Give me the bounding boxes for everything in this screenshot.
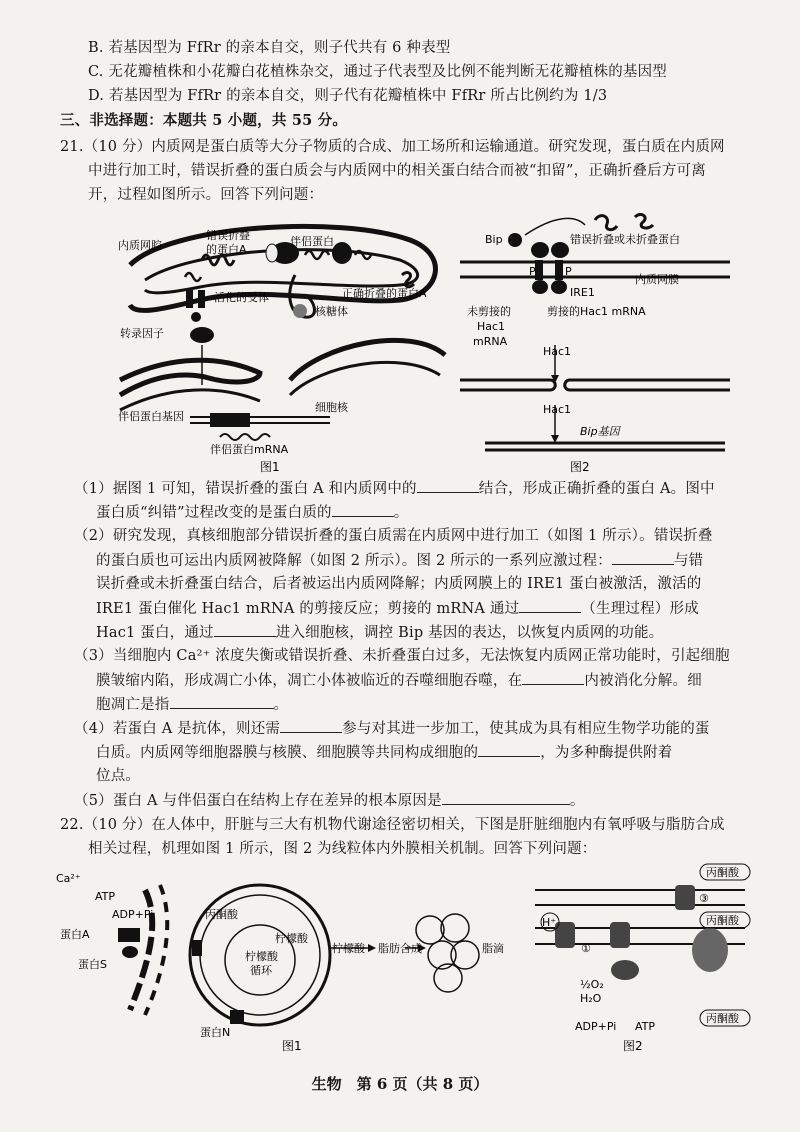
label-er-lumen: 内质网腔 <box>118 239 162 252</box>
label-chaperone: 伴侣蛋白 <box>290 235 334 248</box>
q21-sub2-line5: Hac1 蛋白，通过 进入细胞核，调控 Bip 基因的表达，以恢复内质网的功能。 <box>96 622 663 643</box>
label-cycle-1: 柠檬酸 <box>245 950 278 963</box>
q22-figure-2 <box>525 860 755 1055</box>
label-n3: ③ <box>699 892 709 905</box>
q22-fig1-caption: 图1 <box>282 1039 302 1053</box>
option-b: B. 若基因型为 FfRr 的亲本自交，则子代共有 6 种表型 <box>88 40 451 56</box>
label-ca: Ca²⁺ <box>56 872 81 885</box>
label-hac1-a: Hac1 <box>543 345 572 358</box>
section-header: 三、非选择题：本题共 5 小题，共 55 分。 <box>60 112 348 129</box>
answer-blank[interactable] <box>478 742 540 757</box>
label-h: H⁺ <box>542 916 557 929</box>
answer-blank[interactable] <box>522 670 584 685</box>
label-pyruvate: 丙酮酸 <box>205 908 238 921</box>
q21-sub4-line3: 位点。 <box>96 768 141 784</box>
label-protein-n: 蛋白N <box>200 1026 231 1039</box>
label-activated-receptor: 活化的受体 <box>214 291 269 304</box>
option-d: D. 若基因型为 FfRr 的亲本自交，则子代有花瓣植株中 FfRr 所占比例约为 1/3 <box>88 88 608 104</box>
label-protein-a: 的蛋白A <box>206 243 247 256</box>
label-hac1-b: Hac1 <box>543 403 572 416</box>
label-n1: ① <box>581 942 591 955</box>
label-cycle-2: 循环 <box>250 964 272 977</box>
q21-intro-2: 中进行加工时，错误折叠的蛋白质会与内质网中的相关蛋白结合而被“扣留”，正确折叠后方可离 <box>88 163 706 179</box>
answer-blank[interactable] <box>332 502 394 517</box>
label-p2: P <box>565 265 572 278</box>
label-pyruvate-mid: 丙酮酸 <box>706 914 739 927</box>
q21-sub3-line2: 膜皱缩内陷，形成凋亡小体，凋亡小体被临近的吞噬细胞吞噬，在 内被消化分解。细 <box>96 670 702 691</box>
label-chaperone-mrna: 伴侣蛋白mRNA <box>210 443 289 456</box>
q21-sub3-line3: 胞凋亡是指 。 <box>96 694 288 715</box>
answer-blank[interactable] <box>442 790 570 805</box>
q21-sub4-line2: 白质。内质网等细胞器膜与核膜、细胞膜等共同构成细胞的 ，为多种酶提供附着 <box>96 742 673 763</box>
q21-sub4-line1: （4）若蛋白 A 是抗体，则还需 参与对其进一步加工，使其成为具有相应生物学功能的蛋 <box>74 718 710 739</box>
answer-blank[interactable] <box>612 550 674 565</box>
label-fat-synthesis: 脂肪合成 <box>378 942 422 955</box>
label-pyruvate-bottom: 丙酮酸 <box>706 1012 739 1025</box>
label-transcription-factor: 转录因子 <box>120 327 164 340</box>
label-bip-gene: Bip基因 <box>580 425 620 438</box>
label-protein-s: 蛋白S <box>78 958 107 971</box>
q21-fig2-caption: 图2 <box>570 460 590 474</box>
label-atp: ATP <box>95 890 116 903</box>
answer-blank[interactable] <box>417 478 479 493</box>
label-lipid-droplet: 脂滴 <box>482 942 504 955</box>
q21-sub2-line4: IRE1 蛋白催化 Hac1 mRNA 的剪接反应；剪接的 mRNA 通过 （生理过程）形成 <box>96 598 699 619</box>
label-unspliced-3: mRNA <box>473 335 508 348</box>
label-chaperone-gene: 伴侣蛋白基因 <box>118 410 184 423</box>
label-ire1: IRE1 <box>570 286 595 299</box>
q21-figure-2 <box>455 205 740 475</box>
label-spliced: 剪接的Hac1 mRNA <box>547 305 646 318</box>
label-protein-a: 蛋白A <box>60 928 90 941</box>
label-er-membrane: 内质网膜 <box>635 273 679 286</box>
label-citrate-in: 柠檬酸 <box>275 932 308 945</box>
label-misfolded: 错误折叠 <box>206 229 250 242</box>
label-p1: P <box>529 265 536 278</box>
label-adp: ADP+Pi <box>575 1020 617 1033</box>
page-footer: 生物 第 6 页（共 8 页） <box>311 1075 489 1093</box>
label-ribosome: 核糖体 <box>315 305 348 318</box>
label-citrate-out: 柠檬酸 <box>332 942 365 955</box>
q21-sub2-line2: 的蛋白质也可运出内质网被降解（如图 2 所示）。图 2 所示的一系列应激过程： 与错 <box>96 550 703 571</box>
q22-fig2-caption: 图2 <box>623 1039 643 1053</box>
label-bip: Bip <box>485 233 503 246</box>
answer-blank[interactable] <box>280 718 342 733</box>
q22-figure-1 <box>50 860 520 1055</box>
answer-blank[interactable] <box>170 694 274 709</box>
label-misfolded-unfolded: 错误折叠或未折叠蛋白 <box>570 233 680 246</box>
label-o2: ½O₂ <box>580 978 604 991</box>
q22-intro-2: 相关过程，机理如图 1 所示，图 2 为线粒体内外膜相关机制。回答下列问题： <box>88 841 597 857</box>
label-h2o: H₂O <box>580 992 602 1005</box>
option-c: C. 无花瓣植株和小花瓣白花植株杂交，通过子代表型及比例不能判断无花瓣植株的基因型 <box>88 64 667 80</box>
q21-sub1-line2: 蛋白质“纠错”过程改变的是蛋白质的 。 <box>96 502 408 523</box>
q21-fig1-caption: 图1 <box>260 460 280 474</box>
answer-blank[interactable] <box>519 598 581 613</box>
label-nucleus: 细胞核 <box>315 401 348 414</box>
label-atp: ATP <box>635 1020 656 1033</box>
q21-intro-3: 开，过程如图所示。回答下列问题： <box>88 187 324 203</box>
answer-blank[interactable] <box>214 622 276 637</box>
label-unspliced-2: Hac1 <box>477 320 506 333</box>
q21-sub2-line1: （2）研究发现，真核细胞部分错误折叠的蛋白质需在内质网中进行加工（如图 1 所示）。错误折叠 <box>74 528 713 544</box>
q21-figure-1 <box>110 205 450 475</box>
label-adp: ADP+Pi <box>112 908 154 921</box>
q21-sub3-line1: （3）当细胞内 Ca²⁺ 浓度失衡或错误折叠、未折叠蛋白过多，无法恢复内质网正常功能时，引起细胞 <box>74 648 730 664</box>
q21-sub5: （5）蛋白 A 与伴侣蛋白在结构上存在差异的根本原因是 。 <box>74 790 585 811</box>
label-unspliced-1: 未剪接的 <box>467 305 511 318</box>
q21-intro-1: 21.（10 分）内质网是蛋白质等大分子物质的合成、加工场所和运输通道。研究发现，蛋白质在内质网 <box>60 139 725 155</box>
q21-sub2-line3: 误折叠或未折叠蛋白结合，后者被运出内质网降解；内质网膜上的 IRE1 蛋白被激活，激活的 <box>96 576 702 592</box>
q21-sub1-line1: （1）据图 1 可知，错误折叠的蛋白 A 和内质网中的 结合，形成正确折叠的蛋白 A。图中 <box>74 478 715 499</box>
q22-intro-1: 22.（10 分）在人体中，肝脏与三大有机物代谢途径密切相关，下图是肝脏细胞内有氧呼吸与脂肪合成 <box>60 817 725 833</box>
label-pyruvate-top: 丙酮酸 <box>706 866 739 879</box>
label-correct-folded: 正确折叠的蛋白A <box>342 287 427 300</box>
